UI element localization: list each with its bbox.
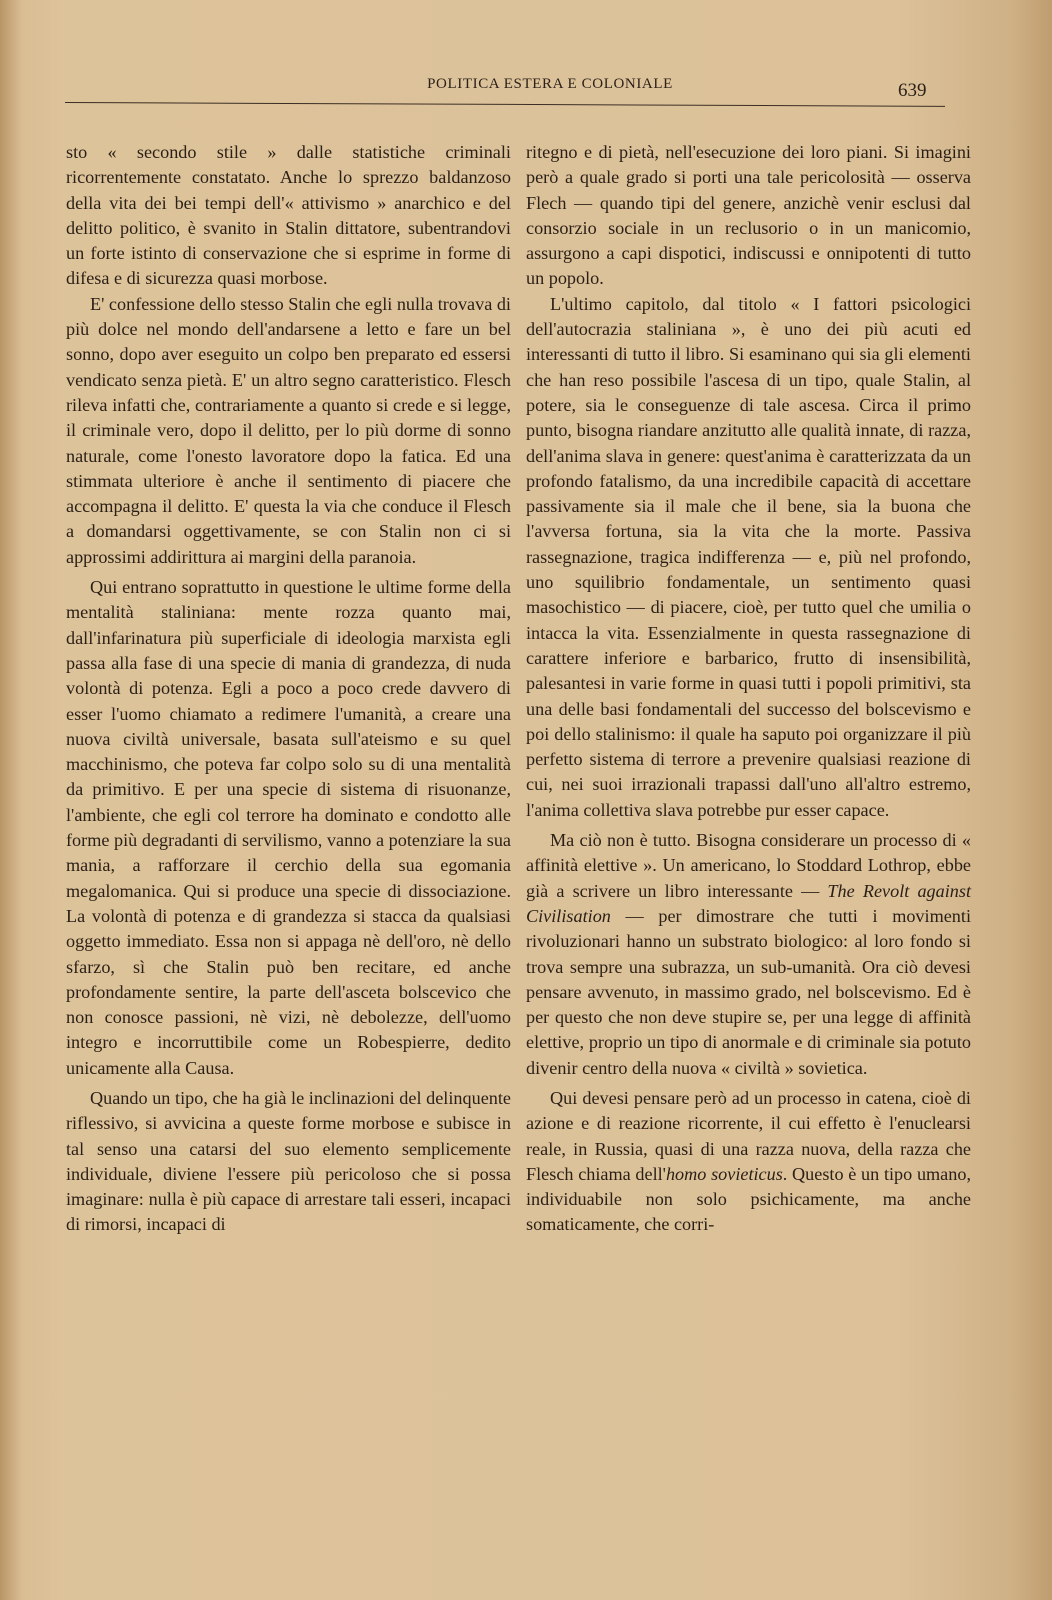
paragraph-text: Qui devesi pensare però ad un processo in catena, cioè di azione e di reazione ricorrente, il cui effetto è l'enuclearsi reale, in Russia, quasi di una razza nuova, della razza che Flesch chiama dell' <box>526 1087 971 1184</box>
paragraph-text: Ma ciò non è tutto. Bisogna considerare un processo di « affinità elettive ». Un americano, lo Stoddard Lothrop, ebbe già a scrivere un libro interessante — <box>526 830 971 901</box>
paragraph: E' confessione dello stesso Stalin che egli nulla trovava di più dolce nel mondo dell'andarsene a letto e fare un bel sonno, dopo aver eseguito un colpo ben preparato ed essersi vendicato senza pietà. E' un altro segno caratteristico. Flesch rileva infatti che, contrariamente a quanto si crede e si legge, il criminale vero, dopo il delitto, per lo più dorme di sonno naturale, come l'onesto lavoratore dopo la fatica. Ed una stimmata ulteriore è anche il sentimento di piacere che accompagna il delitto. E' questa la via che conduce il Flesch a domandarsi oggettivamente, se con Stalin non ci si approssimi addirittura ai margini della paranoia. <box>66 293 511 567</box>
paragraph <box>526 828 971 1081</box>
paragraph: ritegno e di pietà, nell'esecuzione dei loro piani. Si imagini però a quale grado si porti una tale pericolosità — osserva Flech — quando tipi del genere, anzichè venir esclusi dal consorzio sociale in un reclusorio o in un manicomio, assurgono a capi dispotici, indiscussi e onnipotenti di tutto un popolo. <box>526 142 971 289</box>
paragraph: Qui entrano soprattutto in questione le ultime forme della mentalità staliniana: mente rozza quanto mai, dall'infarinatura più superficiale di ideologia marxista egli passa alla fase di una specie di mania di grandezza, di nuda volontà di potenza. Egli a poco a poco crede davvero di esser l'uomo chiamato a redimere l'umanità, a creare una nuova civiltà universale, basata sull'ateismo e su quel macchinismo, che poteva far colpo solo su di una mentalità da primitivo. E per una specie di sistema di risuonanze, l'ambiente, che egli col terrore ha dominato e condotto alle forme più degradanti di servilismo, vanno a potenziare la sua mania, a rafforzare il cerchio della sua egomania megalomanica. Qui si produce una specie di dissociazione. La volontà di potenza e di grandezza si stacca da qualsiasi oggetto immediato. Essa non si appaga nè dell'oro, nè dello sfarzo, sì che Stalin può ben recitare, ed anche profondamente sentire, la parte dell'asceta bolscevico che non conosce passioni, nè vizi, nè debolezze, dell'uomo integro e incorruttibile come un Robespierre, dedito unicamente alla Causa. <box>66 577 511 1078</box>
paragraph <box>526 1086 971 1238</box>
paragraph: L'ultimo capitolo, dal titolo « I fattori psicologici dell'autocrazia staliniana », è uno dei più acuti ed interessanti di tutto il libro. Si esaminano qui sia gli elementi che han reso possibile l'ascesa di un tipo, quale Stalin, al potere, sia le conseguenze di tale ascesa. Circa il primo punto, bisogna riandare anzitutto alle qualità innate, di razza, dell'anima slava in genere: quest'anima è caratterizzata da un profondo fatalismo, da una incredibile capacità di accettare passivamente sia il male che il bene, sia la buona che l'avversa fortuna, sia la vita che la morte. Passiva rassegnazione, tragica indifferenza — e, più nel profondo, uno squilibrio fondamentale, un sentimento quasi masochistico — di piacere, cioè, per tutto quel che umilia o intacca la vita. Essenzialmente in questa rassegnazione di carattere inferiore e barbarico, frutto di insensibilità, palesantesi in varie forme in quasi tutti i popoli primitivi, sta una delle basi fondamentali del successo del bolscevismo e poi dello stalinismo: il quale ha saputo poi organizzare il più perfetto sistema di terrore a prevenire qualsiasi reazione di cui, nei suoi irrazionali trapassi dall'uno all'altro estremo, l'anima collettiva slava potrebbe pur esser capace. <box>526 293 971 820</box>
page-number: 639 <box>898 80 927 101</box>
paragraph: sto « secondo stile » dalle statistiche criminali ricorrentemente constatato. Anche lo sprezzo baldanzoso della vita dei bei tempi dell'« attivismo » anarchico e del delitto politico, è svanito in Stalin dittatore, subentrandovi un forte istinto di conservazione che si esprime in forme di difesa e di sicurezza quasi morbose. <box>66 142 511 289</box>
running-title: POLITICA ESTERA E COLONIALE <box>427 76 673 92</box>
right-column <box>526 140 971 1238</box>
left-column <box>66 140 511 1238</box>
paragraph-text: — per dimostrare che tutti i movimenti rivoluzionari hanno un substrato biologico: al loro fondo si trova sempre una subrazza, un sub-umanità. Ora ciò devesi pensare avvenuto, in massimo grado, nel bolscevismo. Ed è per questo che non deve stupire se, per una legge di affinità elettive, proprio un tipo di anormale e di criminale sia potuto divenir centro della nuova « civiltà » sovietica. <box>526 905 971 1078</box>
paragraph: Quando un tipo, che ha già le inclinazioni del delinquente riflessivo, si avvicina a queste forme morbose e subisce in tal senso una catarsi del suo elemento semplicemente individuale, diviene l'essere più pericoloso che si possa imaginare: nulla è più capace di arrestare tali esseri, incapaci di rimorsi, incapaci di <box>66 1087 511 1235</box>
header-rule <box>65 102 945 107</box>
page-header <box>60 70 940 110</box>
book-title: The Revolt against Civilisation <box>526 880 972 926</box>
term-italic: homo sovieticus <box>665 1163 783 1184</box>
paragraph-text: . Questo è un tipo umano, individuabile non solo psichicamente, ma anche somaticamente, che corri- <box>526 1163 971 1235</box>
